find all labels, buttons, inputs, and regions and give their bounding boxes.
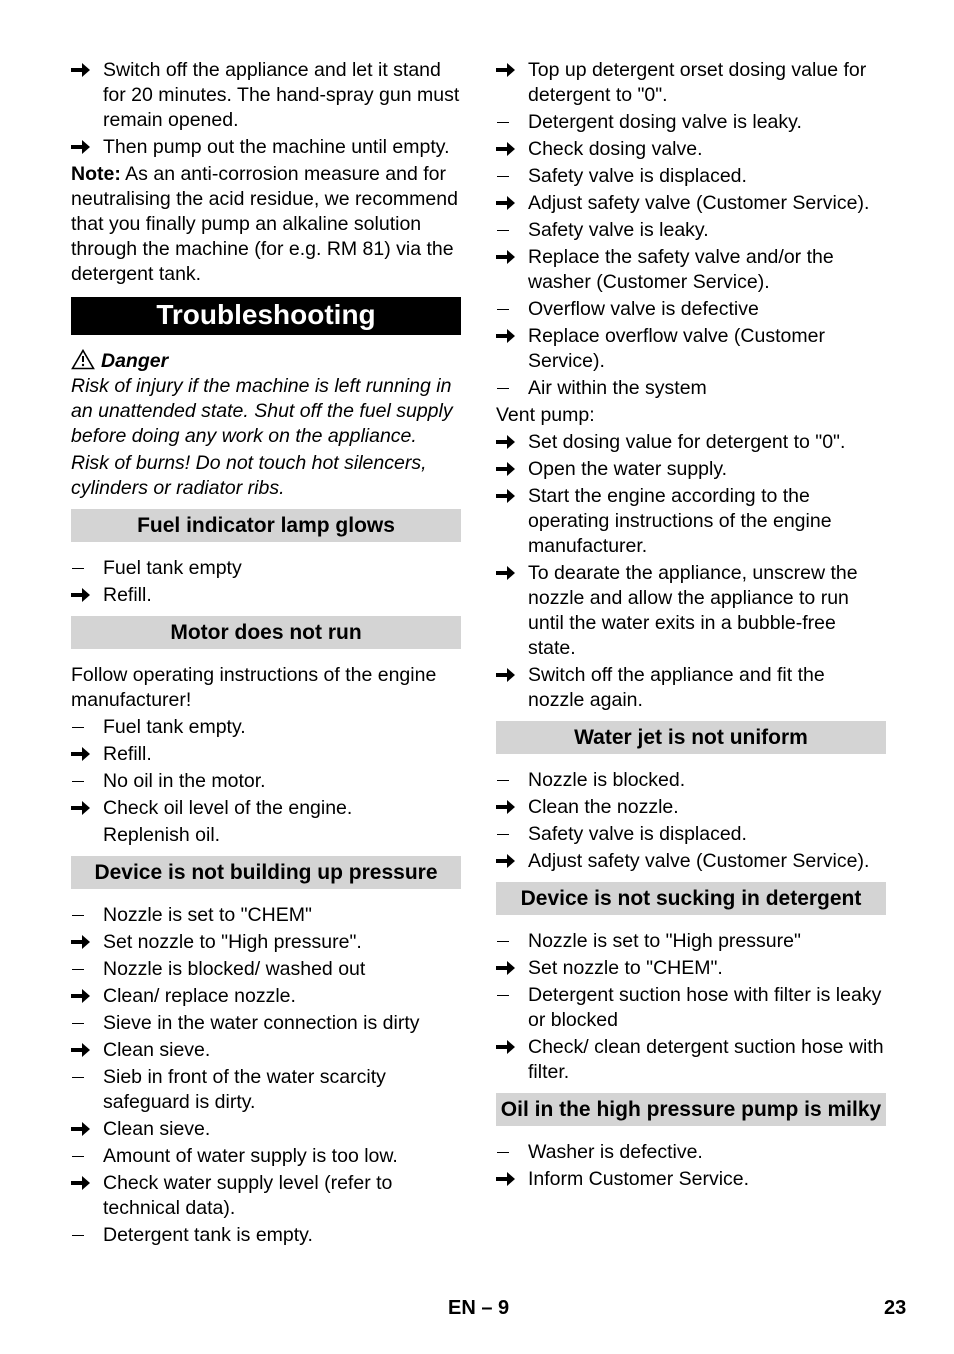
arrow-icon [496,58,522,83]
remedy-text: Check oil level of the engine. [103,797,353,819]
arrow-icon [71,1117,97,1142]
remedy-text: Clean sieve. [103,1118,211,1140]
danger-heading [71,349,461,374]
cause-text: Detergent dosing valve is leaky. [528,111,802,133]
dash-bullet [71,1065,97,1090]
dash-bullet [496,110,522,135]
arrow-icon [496,430,522,455]
cause-item [496,297,886,322]
dash-bullet [71,1011,97,1036]
footer-section-marker [448,1296,509,1321]
dash-bullet [71,715,97,740]
remedy-item [496,324,886,374]
cause-text: Sieve in the water connection is dirty [103,1012,420,1034]
subsection-heading: Motor does not run [71,616,461,649]
cause-item [71,1065,461,1115]
dash-bullet [71,556,97,581]
remedy-item [71,930,461,955]
cause-item [496,822,886,847]
subsection-heading: Device is not building up pressure [71,856,461,889]
remedy-item [496,191,886,216]
step-item [71,135,461,160]
cause-item [71,769,461,794]
remedy-text: Refill. [103,584,152,606]
cause-item [71,957,461,982]
cause-item [496,376,886,401]
cause-item [71,715,461,740]
dash-bullet [496,822,522,847]
remedy-text: Clean the nozzle. [528,796,679,818]
arrow-icon [496,561,522,586]
arrow-icon [71,984,97,1009]
dash-bullet [496,297,522,322]
remedy-item [496,137,886,162]
cause-item [496,164,886,189]
cause-item [496,929,886,954]
step-text: Switch off the appliance and let it stand for 20 minutes. The hand-spray gun must remain opened. [103,59,460,131]
remedy-item [496,1035,886,1085]
remedy-text: Clean/ replace nozzle. [103,985,296,1007]
subsection-heading: Oil in the high pressure pump is milky [496,1093,886,1126]
footer-sep: – [481,1297,493,1319]
arrow-icon [71,1038,97,1063]
dash-bullet [496,218,522,243]
remedy-text: Set dosing value for detergent to "0". [528,431,846,453]
remedy-text: Check water supply level (refer to technical data). [103,1172,393,1219]
cause-item [71,903,461,928]
subsection-heading: Fuel indicator lamp glows [71,509,461,542]
note-paragraph [71,162,461,287]
cause-item [71,1011,461,1036]
remedy-text: Switch off the appliance and fit the nozzle again. [528,664,825,711]
remedy-item [71,583,461,608]
cause-item [71,1144,461,1169]
remedy-item [71,796,461,821]
cause-item [71,556,461,581]
danger-text: Risk of burns! Do not touch hot silencers, cylinders or radiator ribs. [71,452,427,499]
dash-bullet [71,957,97,982]
remedy-text: Adjust safety valve (Customer Service). [528,192,870,214]
footer-lang: EN [448,1297,476,1319]
remedy-item [496,1167,886,1192]
arrow-icon [71,742,97,767]
remedy-text: Check/ clean detergent suction hose with filter. [528,1036,884,1083]
dash-bullet [496,376,522,401]
remedy-item [496,956,886,981]
remedy-item [496,430,886,455]
vent-label: Vent pump: [496,404,595,426]
arrow-icon [496,1167,522,1192]
arrow-icon [496,956,522,981]
page-number: 23 [884,1297,907,1319]
cause-item [496,218,886,243]
arrow-icon [496,191,522,216]
remedy-text: Start the engine according to the operating instructions of the engine manufacturer. [528,485,832,557]
cause-text: Nozzle is set to "High pressure" [528,930,801,952]
remedy-item [496,245,886,295]
subsection-heading: Device is not sucking in detergent [496,882,886,915]
cause-text: Nozzle is set to "CHEM" [103,904,312,926]
remedy-item [71,1038,461,1063]
intro-text: Follow operating instructions of the engine manufacturer! [71,664,437,711]
cause-text: Nozzle is blocked/ washed out [103,958,366,980]
cause-item [496,768,886,793]
arrow-icon [496,663,522,688]
cause-text: No oil in the motor. [103,770,266,792]
arrow-icon [71,58,97,83]
dash-bullet [71,1223,97,1248]
remedy-item [496,58,886,108]
dash-bullet [71,903,97,928]
cause-text: Overflow valve is defective [528,298,759,320]
remedy-text: Open the water supply. [528,458,728,480]
cause-text: Nozzle is blocked. [528,769,686,791]
arrow-icon [496,484,522,509]
remedy-text: Top up detergent orset dosing value for detergent to "0". [528,59,867,106]
remedy-text: Inform Customer Service. [528,1168,750,1190]
step-text: Then pump out the machine until empty. [103,136,450,158]
dash-bullet [496,768,522,793]
warning-triangle-icon [71,349,95,370]
remedy-item [496,663,886,713]
arrow-icon [496,457,522,482]
dash-bullet [71,769,97,794]
step-item [71,58,461,133]
footer-section-page: 9 [498,1297,510,1319]
arrow-icon [496,849,522,874]
cause-text: Detergent tank is empty. [103,1224,313,1246]
arrow-icon [71,1171,97,1196]
remedy-text: Replace the safety valve and/or the washer (Customer Service). [528,246,834,293]
cause-item [496,110,886,135]
dash-bullet [71,1144,97,1169]
cause-text: Safety valve is displaced. [528,823,747,845]
arrow-icon [496,1035,522,1060]
dash-bullet [496,164,522,189]
danger-text: Risk of injury if the machine is left running in an unattended state. Shut off the fuel supply before doing any work on the appliance. [71,375,453,447]
remedy-text: Refill. [103,743,152,765]
cause-text: Fuel tank empty. [103,716,246,738]
note-label: Note: [71,163,121,185]
arrow-icon [496,245,522,270]
remedy-text: Adjust safety valve (Customer Service). [528,850,870,872]
arrow-icon [496,137,522,162]
cause-text: Detergent suction hose with filter is leaky or blocked [528,984,882,1031]
cause-item [496,1140,886,1165]
note-text: As an anti-corrosion measure and for neutralising the acid residue, we recommend that you finally pump an alkaline solution through the machine (for e.g. RM 81) via the detergent tank. [71,163,458,285]
remedy-text: Clean sieve. [103,1039,211,1061]
cause-text: Washer is defective. [528,1141,703,1163]
right-column [496,58,886,1194]
arrow-icon [71,796,97,821]
remedy-item [496,484,886,559]
cause-text: Fuel tank empty [103,557,242,579]
arrow-icon [71,583,97,608]
remedy-item [496,795,886,820]
arrow-icon [496,795,522,820]
remedy-item [496,561,886,661]
remedy-extra-text: Replenish oil. [103,824,221,846]
cause-text: Safety valve is displaced. [528,165,747,187]
remedy-item [496,849,886,874]
remedy-text: Set nozzle to "High pressure". [103,931,362,953]
cause-text: Air within the system [528,377,707,399]
subsection-heading: Water jet is not uniform [496,721,886,754]
remedy-item [71,1117,461,1142]
remedy-item [71,742,461,767]
left-column [71,58,461,1250]
remedy-text: Set nozzle to "CHEM". [528,957,723,979]
arrow-icon [71,930,97,955]
remedy-text: To dearate the appliance, unscrew the nozzle and allow the appliance to run until the water exits in a bubble-free state. [528,562,858,659]
dash-bullet [496,1140,522,1165]
cause-text: Sieb in front of the water scarcity safeguard is dirty. [103,1066,386,1113]
dash-bullet [496,929,522,954]
cause-text: Amount of water supply is too low. [103,1145,398,1167]
remedy-item [496,457,886,482]
cause-item [496,983,886,1033]
dash-bullet [496,983,522,1008]
danger-title: Danger [101,350,169,372]
section-title: Troubleshooting [71,297,461,335]
remedy-text: Check dosing valve. [528,138,703,160]
arrow-icon [496,324,522,349]
cause-item [71,1223,461,1248]
remedy-text: Replace overflow valve (Customer Service). [528,325,825,372]
remedy-item [71,1171,461,1221]
arrow-icon [71,135,97,160]
remedy-item [71,984,461,1009]
cause-text: Safety valve is leaky. [528,219,709,241]
